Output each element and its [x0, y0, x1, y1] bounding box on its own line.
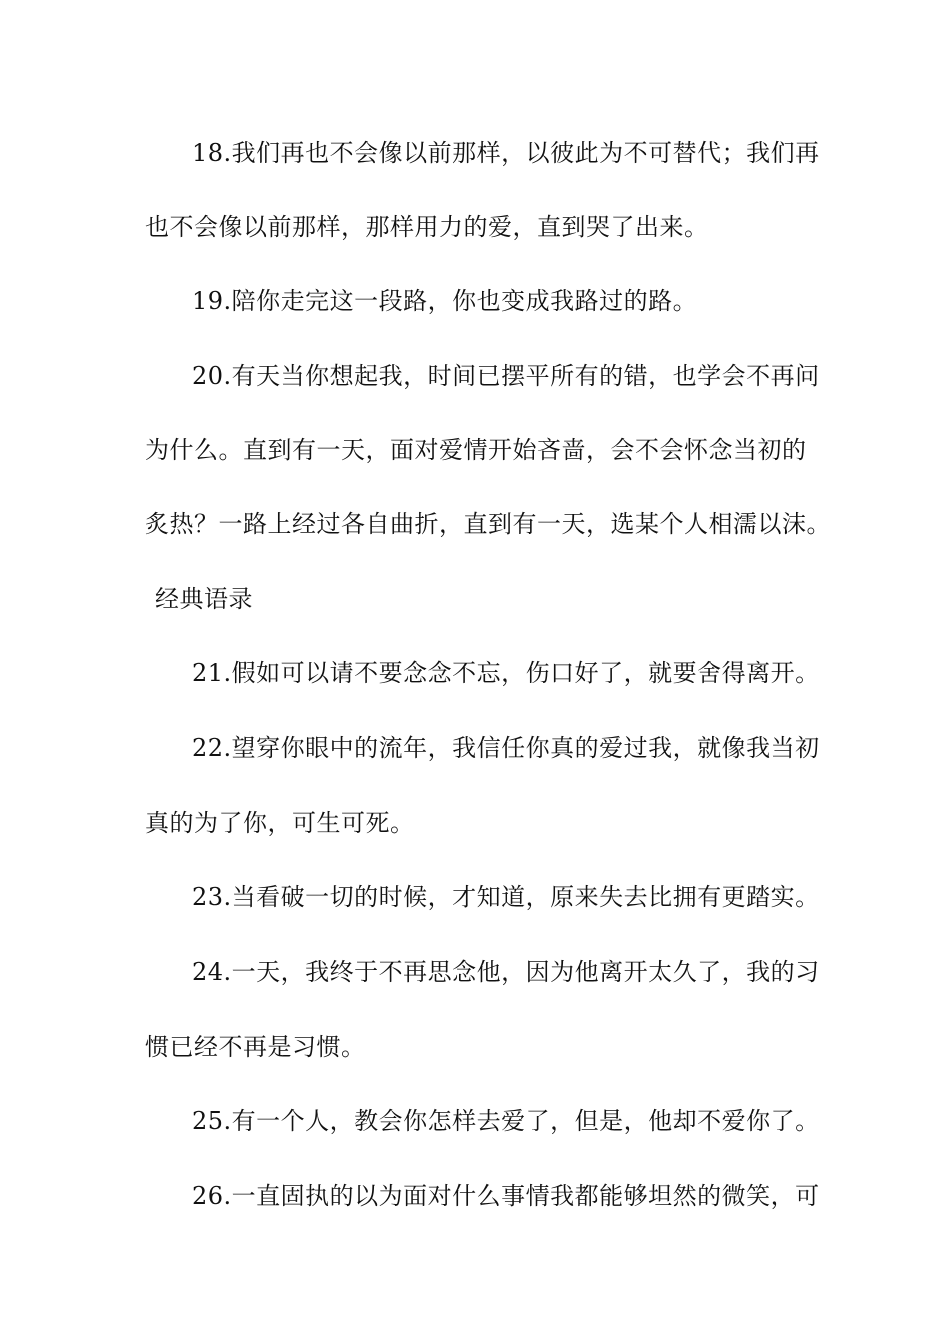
quote-18-line-1: 18.我们再也不会像以前那样，以彼此为不可替代；我们再 — [192, 139, 820, 167]
quote-24-line-1: 24.一天，我终于不再思念他，因为他离开太久了，我的习 — [192, 958, 820, 986]
quote-20-line-2: 为什么。直到有一天，面对爱情开始吝啬，会不会怀念当初的 — [145, 436, 807, 464]
quote-26-line-1: 26.一直固执的以为面对什么事情我都能够坦然的微笑，可 — [192, 1182, 820, 1210]
quote-24-line-2: 惯已经不再是习惯。 — [145, 1033, 366, 1061]
quote-18-line-2: 也不会像以前那样，那样用力的爱，直到哭了出来。 — [145, 213, 709, 241]
quote-20-line-1: 20.有天当你想起我，时间已摆平所有的错，也学会不再问 — [192, 362, 820, 390]
quote-20-line-3: 炙热？一路上经过各自曲折，直到有一天，选某个人相濡以沫。 — [145, 510, 831, 538]
quote-22-line-1: 22.望穿你眼中的流年，我信任你真的爱过我，就像我当初 — [192, 734, 820, 762]
quote-23: 23.当看破一切的时候，才知道，原来失去比拥有更踏实。 — [192, 883, 820, 911]
quote-22-line-2: 真的为了你，可生可死。 — [145, 809, 415, 837]
quote-25: 25.有一个人，教会你怎样去爱了，但是，他却不爱你了。 — [192, 1107, 820, 1135]
quote-21: 21.假如可以请不要念念不忘，伤口好了，就要舍得离开。 — [192, 659, 820, 687]
section-heading: 经典语录 — [155, 585, 253, 613]
quote-19: 19.陪你走完这一段路，你也变成我路过的路。 — [192, 287, 698, 315]
